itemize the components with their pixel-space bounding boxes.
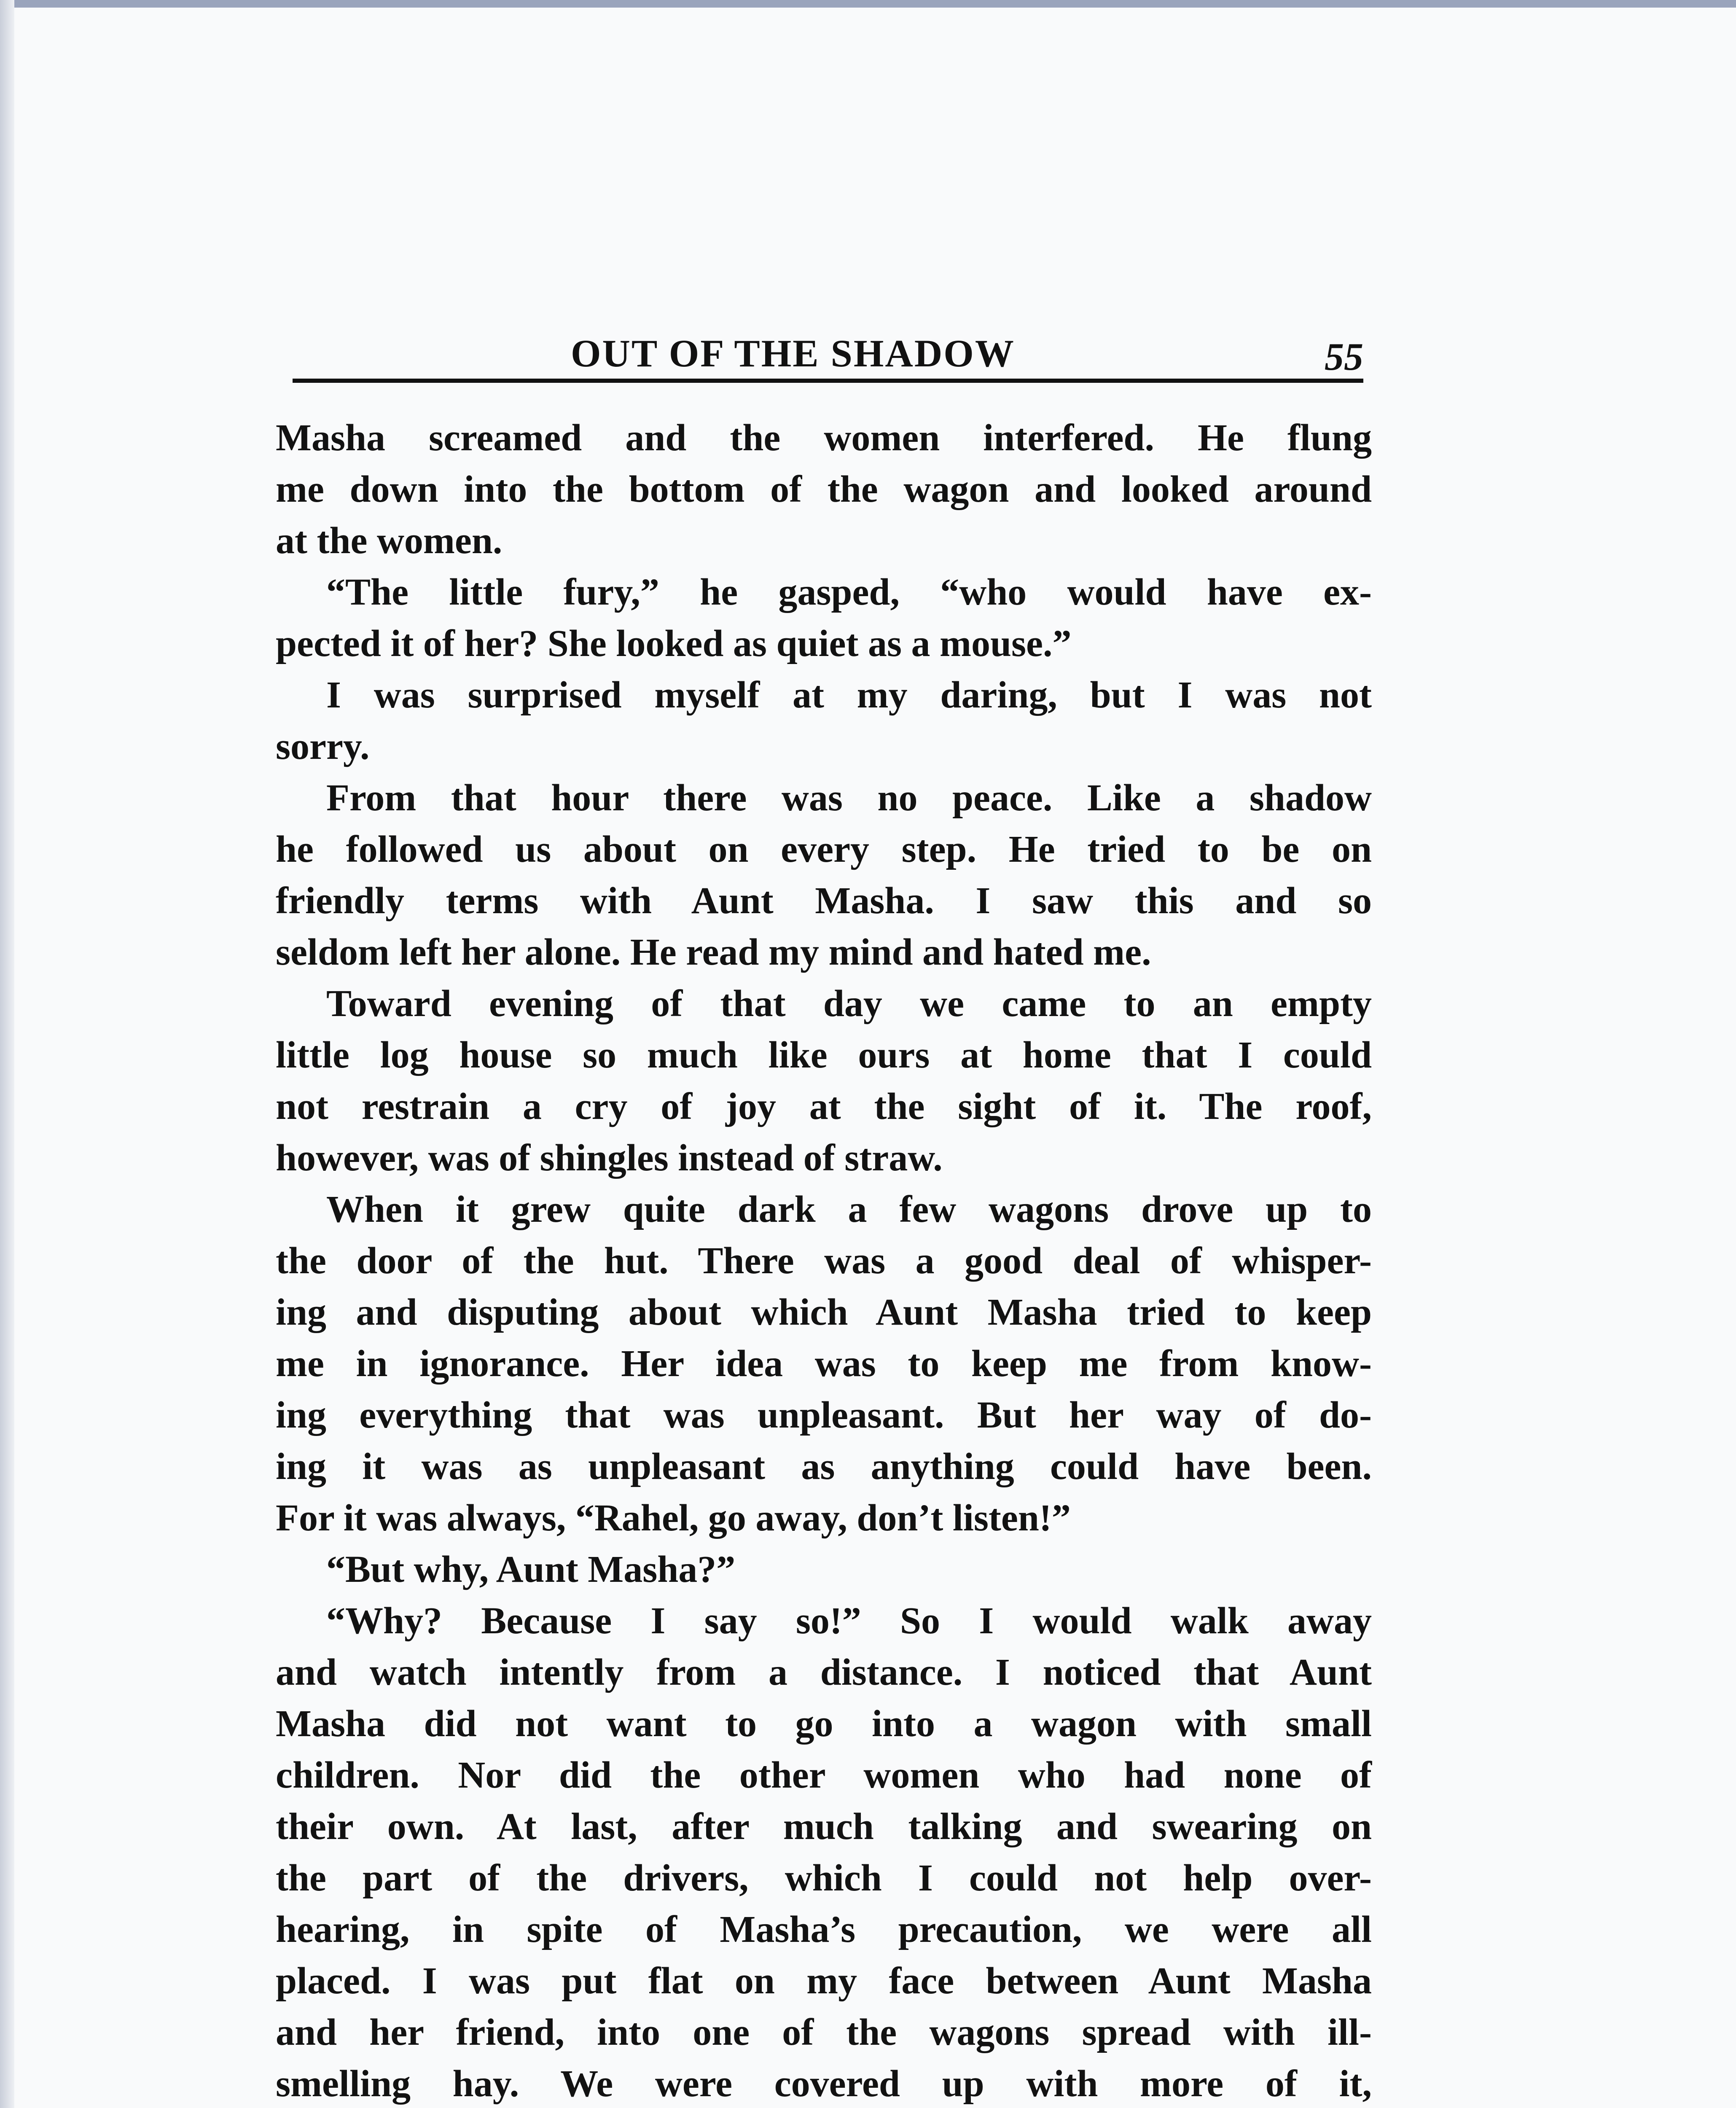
- text-line: ing and disputing about which Aunt Masha tried to keep: [276, 1291, 1372, 1333]
- text-line: seldom left her alone. He read my mind and hated me.: [276, 931, 1151, 973]
- text-line: the part of the drivers, which I could not help over-: [276, 1857, 1372, 1899]
- body-text: [276, 412, 1372, 2108]
- text-line: hearing, in spite of Masha’s precaution, we were all: [276, 1909, 1372, 1950]
- text-line: and her friend, into one of the wagons spread with ill-: [276, 2011, 1372, 2053]
- header-rule: [293, 379, 1363, 383]
- text-line: smelling hay. We were covered up with more of it,: [276, 2063, 1372, 2105]
- text-line: Toward evening of that day we came to an empty: [326, 983, 1372, 1024]
- text-line: at the women.: [276, 520, 503, 562]
- text-line: ing it was as unpleasant as anything could have been.: [276, 1446, 1372, 1487]
- left-page-edge: [0, 0, 14, 2108]
- text-line: not restrain a cry of joy at the sight of it. The roof,: [276, 1086, 1372, 1127]
- text-line: “Why? Because I say so!” So I would walk away: [326, 1600, 1372, 1642]
- top-page-edge: [0, 0, 1736, 8]
- text-line: ing everything that was unpleasant. But her way of do-: [276, 1394, 1372, 1436]
- text-line: he followed us about on every step. He tried to be on: [276, 828, 1372, 870]
- text-line: placed. I was put flat on my face between Aunt Masha: [276, 1960, 1372, 2002]
- page-number: 55: [1325, 335, 1363, 378]
- text-line: “But why, Aunt Masha?”: [326, 1549, 736, 1590]
- text-line: pected it of her? She looked as quiet as a mouse.”: [276, 623, 1072, 664]
- text-line: their own. At last, after much talking and swearing on: [276, 1806, 1372, 1847]
- text-line: Masha screamed and the women interfered. He flung: [276, 417, 1372, 459]
- text-line: sorry.: [276, 726, 370, 767]
- text-line: children. Nor did the other women who had none of: [276, 1754, 1372, 1796]
- text-line: For it was always, “Rahel, go away, don’t listen!”: [276, 1497, 1071, 1539]
- text-line: me in ignorance. Her idea was to keep me from know-: [276, 1343, 1372, 1385]
- text-line: I was surprised myself at my daring, but I was not: [326, 674, 1372, 716]
- book-page: [14, 8, 1736, 2108]
- text-line: From that hour there was no peace. Like a shadow: [326, 777, 1372, 819]
- text-line: the door of the hut. There was a good deal of whisper-: [276, 1240, 1372, 1282]
- page-header: [293, 326, 1363, 385]
- text-line: Masha did not want to go into a wagon with small: [276, 1703, 1372, 1745]
- text-line: me down into the bottom of the wagon and looked around: [276, 468, 1372, 510]
- text-line: “The little fury,” he gasped, “who would have ex-: [326, 571, 1372, 613]
- text-line: friendly terms with Aunt Masha. I saw this and so: [276, 880, 1372, 922]
- text-line: When it grew quite dark a few wagons drove up to: [326, 1188, 1372, 1230]
- text-line: little log house so much like ours at home that I could: [276, 1034, 1372, 1076]
- running-head: OUT OF THE SHADOW: [571, 332, 1015, 375]
- text-line: however, was of shingles instead of straw.: [276, 1137, 943, 1179]
- text-line: and watch intently from a distance. I noticed that Aunt: [276, 1651, 1372, 1693]
